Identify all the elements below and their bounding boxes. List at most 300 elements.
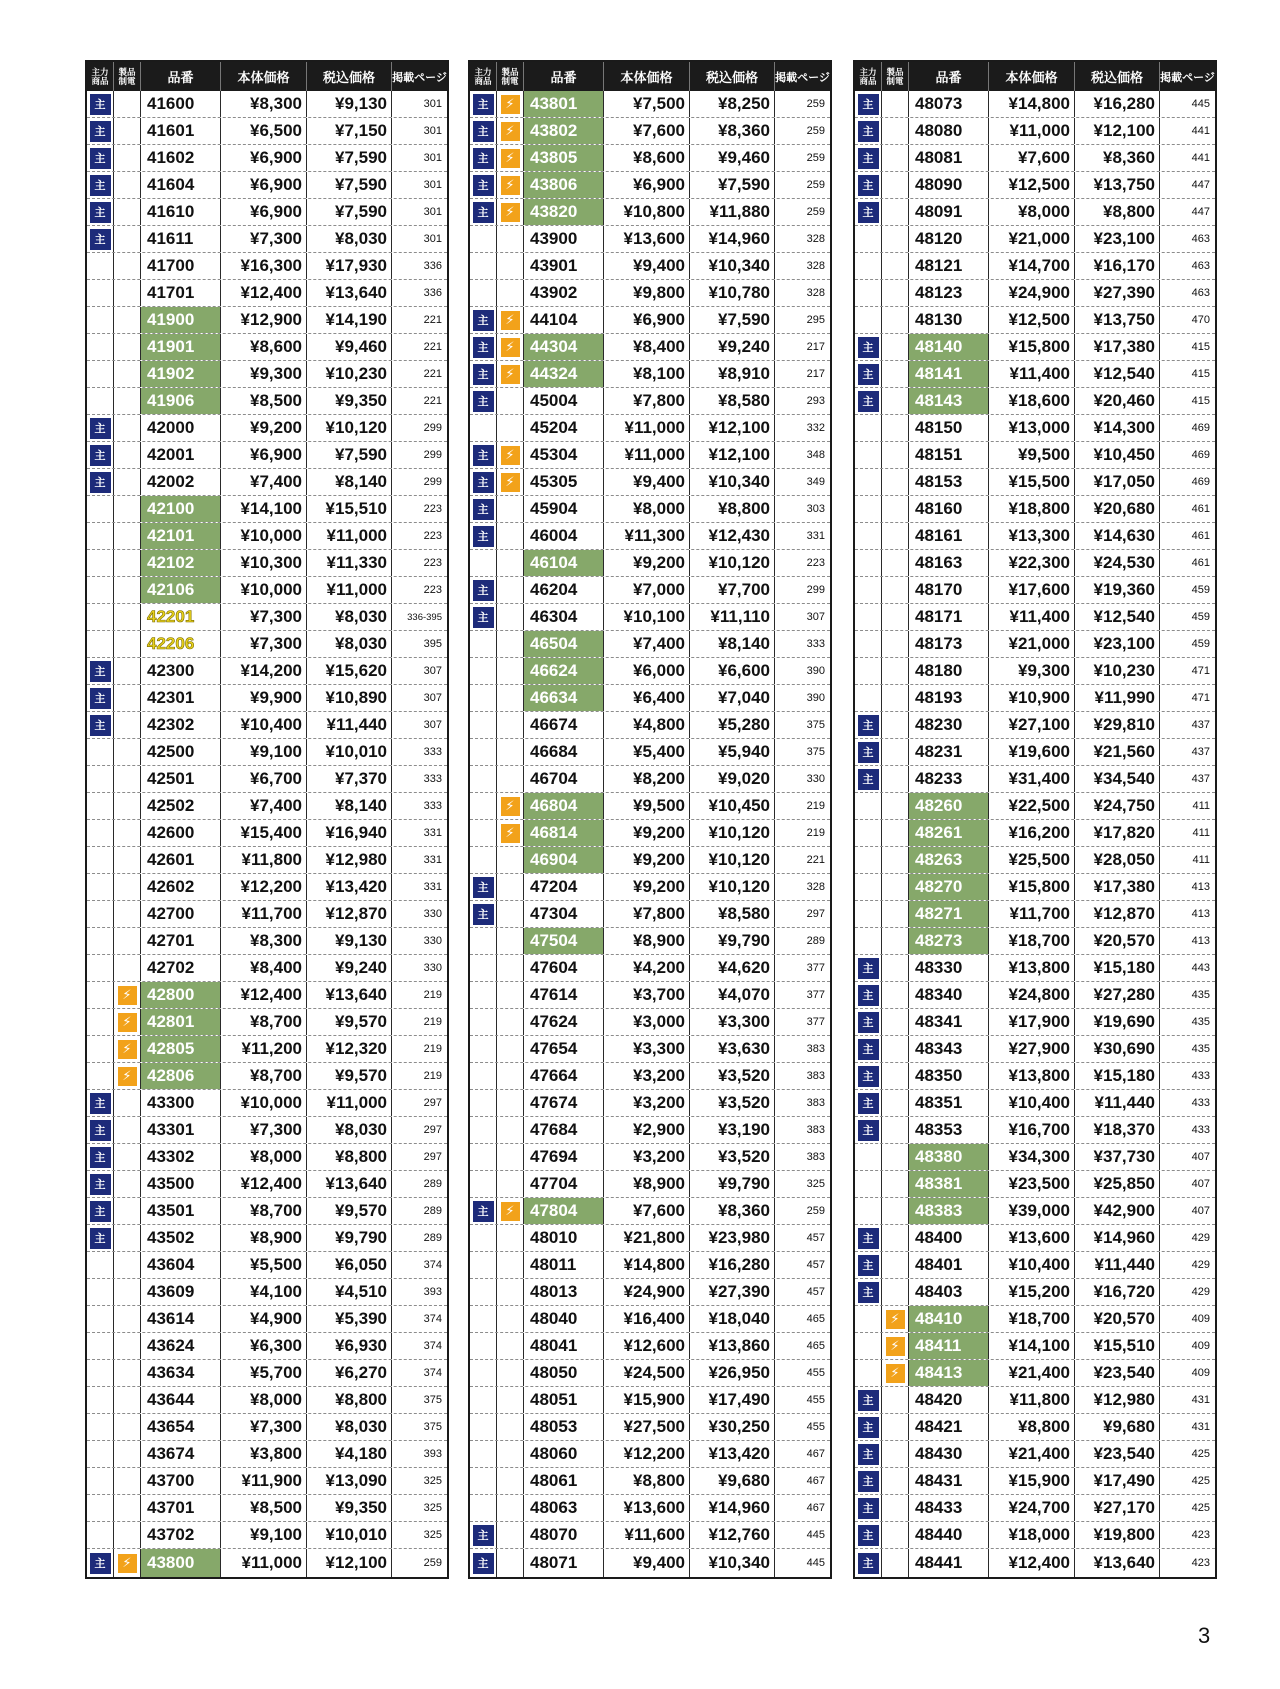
catalog-page: 330 xyxy=(806,773,825,785)
part-number: 43502 xyxy=(141,1225,221,1251)
part-number: 43501 xyxy=(141,1198,221,1224)
table-header xyxy=(470,62,830,91)
antistatic-cell xyxy=(882,118,909,144)
catalog-page: 374 xyxy=(423,1313,442,1325)
base-price: ¥13,000 xyxy=(989,415,1075,441)
part-number: 43644 xyxy=(141,1387,221,1413)
main-product-cell xyxy=(470,712,497,738)
main-product-cell xyxy=(470,1279,497,1305)
tax-price: ¥7,590 xyxy=(307,172,392,198)
tax-price: ¥13,640 xyxy=(1075,1549,1160,1577)
tax-price: ¥7,370 xyxy=(307,766,392,792)
part-number: 46204 xyxy=(524,577,604,603)
lightning-icon: ⚡ xyxy=(501,95,520,114)
tax-price: ¥11,880 xyxy=(690,199,775,225)
part-number: 42302 xyxy=(141,712,221,738)
base-price: ¥9,200 xyxy=(221,415,307,441)
main-product-cell xyxy=(470,604,497,630)
tax-price: ¥6,270 xyxy=(307,1360,392,1386)
price-table-2 xyxy=(468,60,832,1579)
base-price: ¥5,400 xyxy=(604,739,690,765)
base-price: ¥7,400 xyxy=(604,631,690,657)
antistatic-cell xyxy=(114,307,141,333)
table-row xyxy=(470,415,830,442)
main-product-cell xyxy=(470,658,497,684)
catalog-page: 259 xyxy=(806,179,825,191)
tax-price: ¥17,380 xyxy=(1075,874,1160,900)
table-row xyxy=(470,307,830,334)
main-product-cell xyxy=(87,226,114,252)
catalog-page: 375 xyxy=(423,1421,442,1433)
part-number: 43701 xyxy=(141,1495,221,1521)
base-price: ¥12,400 xyxy=(989,1549,1075,1577)
antistatic-cell xyxy=(497,820,524,846)
table-row xyxy=(855,604,1215,631)
main-product-cell xyxy=(855,496,882,522)
base-price: ¥17,600 xyxy=(989,577,1075,603)
antistatic-cell xyxy=(882,1387,909,1413)
part-number: 46684 xyxy=(524,739,604,765)
part-number: 48070 xyxy=(524,1522,604,1548)
antistatic-cell xyxy=(882,901,909,927)
antistatic-cell xyxy=(114,550,141,576)
main-product-cell xyxy=(855,631,882,657)
antistatic-cell xyxy=(497,577,524,603)
base-price: ¥18,800 xyxy=(989,496,1075,522)
main-product-cell xyxy=(87,1198,114,1224)
main-product-cell xyxy=(855,361,882,387)
table-row xyxy=(87,199,447,226)
tax-price: ¥10,450 xyxy=(1075,442,1160,468)
main-product-icon: 主 xyxy=(858,1417,879,1438)
part-number: 48073 xyxy=(909,91,989,117)
part-number: 43802 xyxy=(524,118,604,144)
part-number: 42002 xyxy=(141,469,221,495)
base-price: ¥7,300 xyxy=(221,1117,307,1143)
main-product-cell xyxy=(87,1549,114,1577)
main-product-cell xyxy=(855,820,882,846)
main-product-icon: 主 xyxy=(90,418,111,439)
tax-price: ¥8,030 xyxy=(307,1414,392,1440)
part-number: 42502 xyxy=(141,793,221,819)
base-price: ¥8,500 xyxy=(221,388,307,414)
table-row xyxy=(470,388,830,415)
main-product-cell xyxy=(87,496,114,522)
table-row xyxy=(87,1252,447,1279)
base-price: ¥27,900 xyxy=(989,1036,1075,1062)
part-number: 48340 xyxy=(909,982,989,1008)
tax-price: ¥12,430 xyxy=(690,523,775,549)
catalog-page: 330 xyxy=(423,935,442,947)
antistatic-cell xyxy=(882,361,909,387)
main-product-cell xyxy=(855,955,882,981)
base-price: ¥13,600 xyxy=(604,1495,690,1521)
tax-price: ¥11,000 xyxy=(307,523,392,549)
tax-price: ¥28,050 xyxy=(1075,847,1160,873)
tax-price: ¥5,390 xyxy=(307,1306,392,1332)
main-product-cell xyxy=(87,901,114,927)
catalog-page: 437 xyxy=(1191,746,1210,758)
base-price: ¥6,400 xyxy=(604,685,690,711)
base-price: ¥12,400 xyxy=(221,280,307,306)
catalog-page: 469 xyxy=(1191,476,1210,488)
catalog-page: 333 xyxy=(423,800,442,812)
main-product-cell xyxy=(855,604,882,630)
main-product-cell xyxy=(470,253,497,279)
part-number: 48351 xyxy=(909,1090,989,1116)
table-row xyxy=(855,307,1215,334)
antistatic-cell xyxy=(497,550,524,576)
tax-price: ¥27,280 xyxy=(1075,982,1160,1008)
tax-price: ¥18,040 xyxy=(690,1306,775,1332)
catalog-page: 301 xyxy=(423,179,442,191)
main-product-icon: 主 xyxy=(90,94,111,115)
catalog-page: 289 xyxy=(806,935,825,947)
catalog-page: 429 xyxy=(1191,1232,1210,1244)
table-row xyxy=(855,1171,1215,1198)
part-number: 43614 xyxy=(141,1306,221,1332)
tax-price: ¥10,120 xyxy=(690,847,775,873)
main-product-cell xyxy=(855,1468,882,1494)
main-product-cell xyxy=(87,685,114,711)
catalog-page: 441 xyxy=(1191,125,1210,137)
tax-price: ¥16,940 xyxy=(307,820,392,846)
main-product-cell xyxy=(87,1117,114,1143)
main-product-icon: 主 xyxy=(858,202,879,223)
main-product-cell xyxy=(87,1468,114,1494)
antistatic-cell xyxy=(114,1090,141,1116)
header-main-product: 主力 商品 xyxy=(87,62,114,91)
tax-price: ¥4,070 xyxy=(690,982,775,1008)
tax-price: ¥23,100 xyxy=(1075,226,1160,252)
antistatic-cell xyxy=(114,1306,141,1332)
base-price: ¥10,400 xyxy=(989,1252,1075,1278)
catalog-page: 471 xyxy=(1191,692,1210,704)
table-row xyxy=(855,1306,1215,1333)
base-price: ¥7,300 xyxy=(221,631,307,657)
table-row xyxy=(87,874,447,901)
antistatic-cell xyxy=(882,199,909,225)
part-number: 48383 xyxy=(909,1198,989,1224)
tax-price: ¥30,250 xyxy=(690,1414,775,1440)
base-price: ¥7,800 xyxy=(604,388,690,414)
table-row xyxy=(855,1063,1215,1090)
part-number: 42801 xyxy=(141,1009,221,1035)
antistatic-cell xyxy=(882,334,909,360)
main-product-cell xyxy=(87,604,114,630)
base-price: ¥4,900 xyxy=(221,1306,307,1332)
base-price: ¥21,000 xyxy=(989,226,1075,252)
catalog-page: 333 xyxy=(423,773,442,785)
main-product-cell xyxy=(470,361,497,387)
main-product-cell xyxy=(87,172,114,198)
main-product-cell xyxy=(855,739,882,765)
tax-price: ¥21,560 xyxy=(1075,739,1160,765)
base-price: ¥12,600 xyxy=(604,1333,690,1359)
antistatic-cell xyxy=(882,145,909,171)
tax-price: ¥5,280 xyxy=(690,712,775,738)
catalog-page: 331 xyxy=(423,881,442,893)
main-product-icon: 主 xyxy=(473,526,494,547)
part-number: 46704 xyxy=(524,766,604,792)
table-row xyxy=(87,1009,447,1036)
tax-price: ¥3,520 xyxy=(690,1144,775,1170)
part-number: 41611 xyxy=(141,226,221,252)
part-number: 43900 xyxy=(524,226,604,252)
antistatic-cell xyxy=(882,1441,909,1467)
base-price: ¥11,000 xyxy=(221,1549,307,1577)
part-number: 47694 xyxy=(524,1144,604,1170)
catalog-page: 457 xyxy=(806,1259,825,1271)
catalog-page: 219 xyxy=(423,1016,442,1028)
base-price: ¥15,800 xyxy=(989,334,1075,360)
base-price: ¥10,000 xyxy=(221,1090,307,1116)
part-number: 42102 xyxy=(141,550,221,576)
main-product-cell xyxy=(87,388,114,414)
catalog-page: 221 xyxy=(423,368,442,380)
antistatic-cell xyxy=(114,523,141,549)
main-product-cell xyxy=(470,1198,497,1224)
tax-price: ¥14,300 xyxy=(1075,415,1160,441)
table-row xyxy=(470,91,830,118)
part-number: 46804 xyxy=(524,793,604,819)
table-row xyxy=(470,145,830,172)
tax-price: ¥20,570 xyxy=(1075,1306,1160,1332)
base-price: ¥7,300 xyxy=(221,226,307,252)
tax-price: ¥27,390 xyxy=(1075,280,1160,306)
catalog-page: 217 xyxy=(806,368,825,380)
main-product-cell xyxy=(87,1144,114,1170)
catalog-page: 409 xyxy=(1191,1313,1210,1325)
tax-price: ¥23,540 xyxy=(1075,1360,1160,1386)
catalog-page: 219 xyxy=(806,800,825,812)
tax-price: ¥10,890 xyxy=(307,685,392,711)
main-product-icon: 主 xyxy=(473,1525,494,1546)
main-product-icon: 主 xyxy=(90,1201,111,1222)
antistatic-cell xyxy=(114,739,141,765)
lightning-icon: ⚡ xyxy=(501,824,520,843)
base-price: ¥11,300 xyxy=(604,523,690,549)
antistatic-cell xyxy=(882,847,909,873)
main-product-cell xyxy=(470,1306,497,1332)
header-base-price: 本体価格 xyxy=(221,62,307,91)
part-number: 43800 xyxy=(141,1549,221,1577)
antistatic-cell xyxy=(114,442,141,468)
base-price: ¥11,700 xyxy=(221,901,307,927)
base-price: ¥6,000 xyxy=(604,658,690,684)
part-number: 48233 xyxy=(909,766,989,792)
main-product-cell xyxy=(470,118,497,144)
main-product-cell xyxy=(87,1225,114,1251)
table-row xyxy=(855,199,1215,226)
table-row xyxy=(87,928,447,955)
catalog-page: 457 xyxy=(806,1286,825,1298)
lightning-icon: ⚡ xyxy=(118,986,137,1005)
part-number: 42300 xyxy=(141,658,221,684)
table-row xyxy=(855,631,1215,658)
table-row xyxy=(855,172,1215,199)
table-row xyxy=(855,469,1215,496)
part-number: 43624 xyxy=(141,1333,221,1359)
main-product-icon: 主 xyxy=(858,148,879,169)
table-row xyxy=(87,118,447,145)
catalog-page: 455 xyxy=(806,1367,825,1379)
part-number: 42201 xyxy=(141,604,221,630)
main-product-cell xyxy=(855,1171,882,1197)
base-price: ¥8,800 xyxy=(989,1414,1075,1440)
catalog-page: 377 xyxy=(806,989,825,1001)
catalog-page: 383 xyxy=(806,1151,825,1163)
base-price: ¥7,500 xyxy=(604,91,690,117)
table-row xyxy=(470,577,830,604)
table-row xyxy=(470,1306,830,1333)
tax-price: ¥4,510 xyxy=(307,1279,392,1305)
tax-price: ¥3,520 xyxy=(690,1090,775,1116)
main-product-cell xyxy=(855,1522,882,1548)
part-number: 47304 xyxy=(524,901,604,927)
tax-price: ¥13,420 xyxy=(307,874,392,900)
main-product-cell xyxy=(87,928,114,954)
table-row xyxy=(470,1090,830,1117)
main-product-cell xyxy=(470,280,497,306)
catalog-page: 469 xyxy=(1191,449,1210,461)
base-price: ¥7,800 xyxy=(604,901,690,927)
catalog-page: 333 xyxy=(806,638,825,650)
main-product-icon: 主 xyxy=(90,229,111,250)
part-number: 43901 xyxy=(524,253,604,279)
catalog-page: 435 xyxy=(1191,1043,1210,1055)
tax-price: ¥12,870 xyxy=(1075,901,1160,927)
main-product-cell xyxy=(470,1549,497,1577)
table-row xyxy=(470,1171,830,1198)
antistatic-cell xyxy=(114,766,141,792)
main-product-cell xyxy=(87,469,114,495)
tax-price: ¥19,690 xyxy=(1075,1009,1160,1035)
table-row xyxy=(87,1414,447,1441)
main-product-cell xyxy=(87,361,114,387)
tax-price: ¥30,690 xyxy=(1075,1036,1160,1062)
tax-price: ¥13,640 xyxy=(307,982,392,1008)
tax-price: ¥13,420 xyxy=(690,1441,775,1467)
main-product-cell xyxy=(855,982,882,1008)
main-product-cell xyxy=(470,172,497,198)
antistatic-cell xyxy=(497,874,524,900)
header-page: 掲載ページ xyxy=(392,71,447,84)
antistatic-cell xyxy=(114,1387,141,1413)
table-row xyxy=(87,1198,447,1225)
lightning-icon: ⚡ xyxy=(501,176,520,195)
table-row xyxy=(855,1225,1215,1252)
table-row xyxy=(87,1036,447,1063)
catalog-page: 425 xyxy=(1191,1475,1210,1487)
tax-price: ¥12,540 xyxy=(1075,361,1160,387)
antistatic-cell xyxy=(497,1144,524,1170)
base-price: ¥10,300 xyxy=(221,550,307,576)
catalog-page: 375 xyxy=(806,746,825,758)
main-product-cell xyxy=(855,793,882,819)
tax-price: ¥12,760 xyxy=(690,1522,775,1548)
main-product-cell xyxy=(470,334,497,360)
antistatic-cell xyxy=(882,1144,909,1170)
part-number: 42301 xyxy=(141,685,221,711)
part-number: 48013 xyxy=(524,1279,604,1305)
table-row xyxy=(87,739,447,766)
antistatic-cell xyxy=(114,847,141,873)
catalog-page: 297 xyxy=(423,1097,442,1109)
base-price: ¥9,100 xyxy=(221,1522,307,1548)
lightning-icon: ⚡ xyxy=(118,1013,137,1032)
table-row xyxy=(470,793,830,820)
tax-price: ¥12,980 xyxy=(1075,1387,1160,1413)
antistatic-cell xyxy=(497,1063,524,1089)
base-price: ¥13,300 xyxy=(989,523,1075,549)
part-number: 43806 xyxy=(524,172,604,198)
table-row xyxy=(87,253,447,280)
base-price: ¥34,300 xyxy=(989,1144,1075,1170)
catalog-page: 307 xyxy=(423,692,442,704)
catalog-page: 409 xyxy=(1191,1340,1210,1352)
table-row xyxy=(855,1144,1215,1171)
base-price: ¥7,600 xyxy=(989,145,1075,171)
catalog-page: 463 xyxy=(1191,260,1210,272)
part-number: 43820 xyxy=(524,199,604,225)
main-product-cell xyxy=(855,226,882,252)
tax-price: ¥24,530 xyxy=(1075,550,1160,576)
table-row xyxy=(855,1009,1215,1036)
main-product-cell xyxy=(855,280,882,306)
header-page: 掲載ページ xyxy=(775,71,830,84)
tax-price: ¥7,590 xyxy=(307,145,392,171)
table-row xyxy=(87,388,447,415)
base-price: ¥8,500 xyxy=(221,1495,307,1521)
main-product-cell xyxy=(855,847,882,873)
table-row xyxy=(855,766,1215,793)
table-row xyxy=(470,469,830,496)
lightning-icon: ⚡ xyxy=(501,473,520,492)
table-row xyxy=(87,280,447,307)
main-product-cell xyxy=(470,685,497,711)
antistatic-cell xyxy=(882,1333,909,1359)
catalog-page: 219 xyxy=(806,827,825,839)
table-row xyxy=(470,631,830,658)
catalog-page: 328 xyxy=(806,287,825,299)
part-number: 44324 xyxy=(524,361,604,387)
part-number: 43902 xyxy=(524,280,604,306)
base-price: ¥14,200 xyxy=(221,658,307,684)
main-product-icon: 主 xyxy=(90,1228,111,1249)
table-row xyxy=(855,91,1215,118)
table-row xyxy=(855,1441,1215,1468)
header-antistatic: 製品 制電 xyxy=(882,62,909,91)
table-row xyxy=(87,496,447,523)
catalog-page: 328 xyxy=(806,233,825,245)
table-row xyxy=(470,550,830,577)
catalog-page: 447 xyxy=(1191,206,1210,218)
catalog-page: 437 xyxy=(1191,773,1210,785)
main-product-cell xyxy=(855,577,882,603)
table-row xyxy=(855,1387,1215,1414)
catalog-page: 461 xyxy=(1191,503,1210,515)
antistatic-cell xyxy=(882,1414,909,1440)
antistatic-cell xyxy=(497,1495,524,1521)
antistatic-cell xyxy=(114,1441,141,1467)
tax-price: ¥19,800 xyxy=(1075,1522,1160,1548)
part-number: 42106 xyxy=(141,577,221,603)
catalog-page: 375 xyxy=(423,1394,442,1406)
table-row xyxy=(470,658,830,685)
main-product-cell xyxy=(855,550,882,576)
table-row xyxy=(855,739,1215,766)
